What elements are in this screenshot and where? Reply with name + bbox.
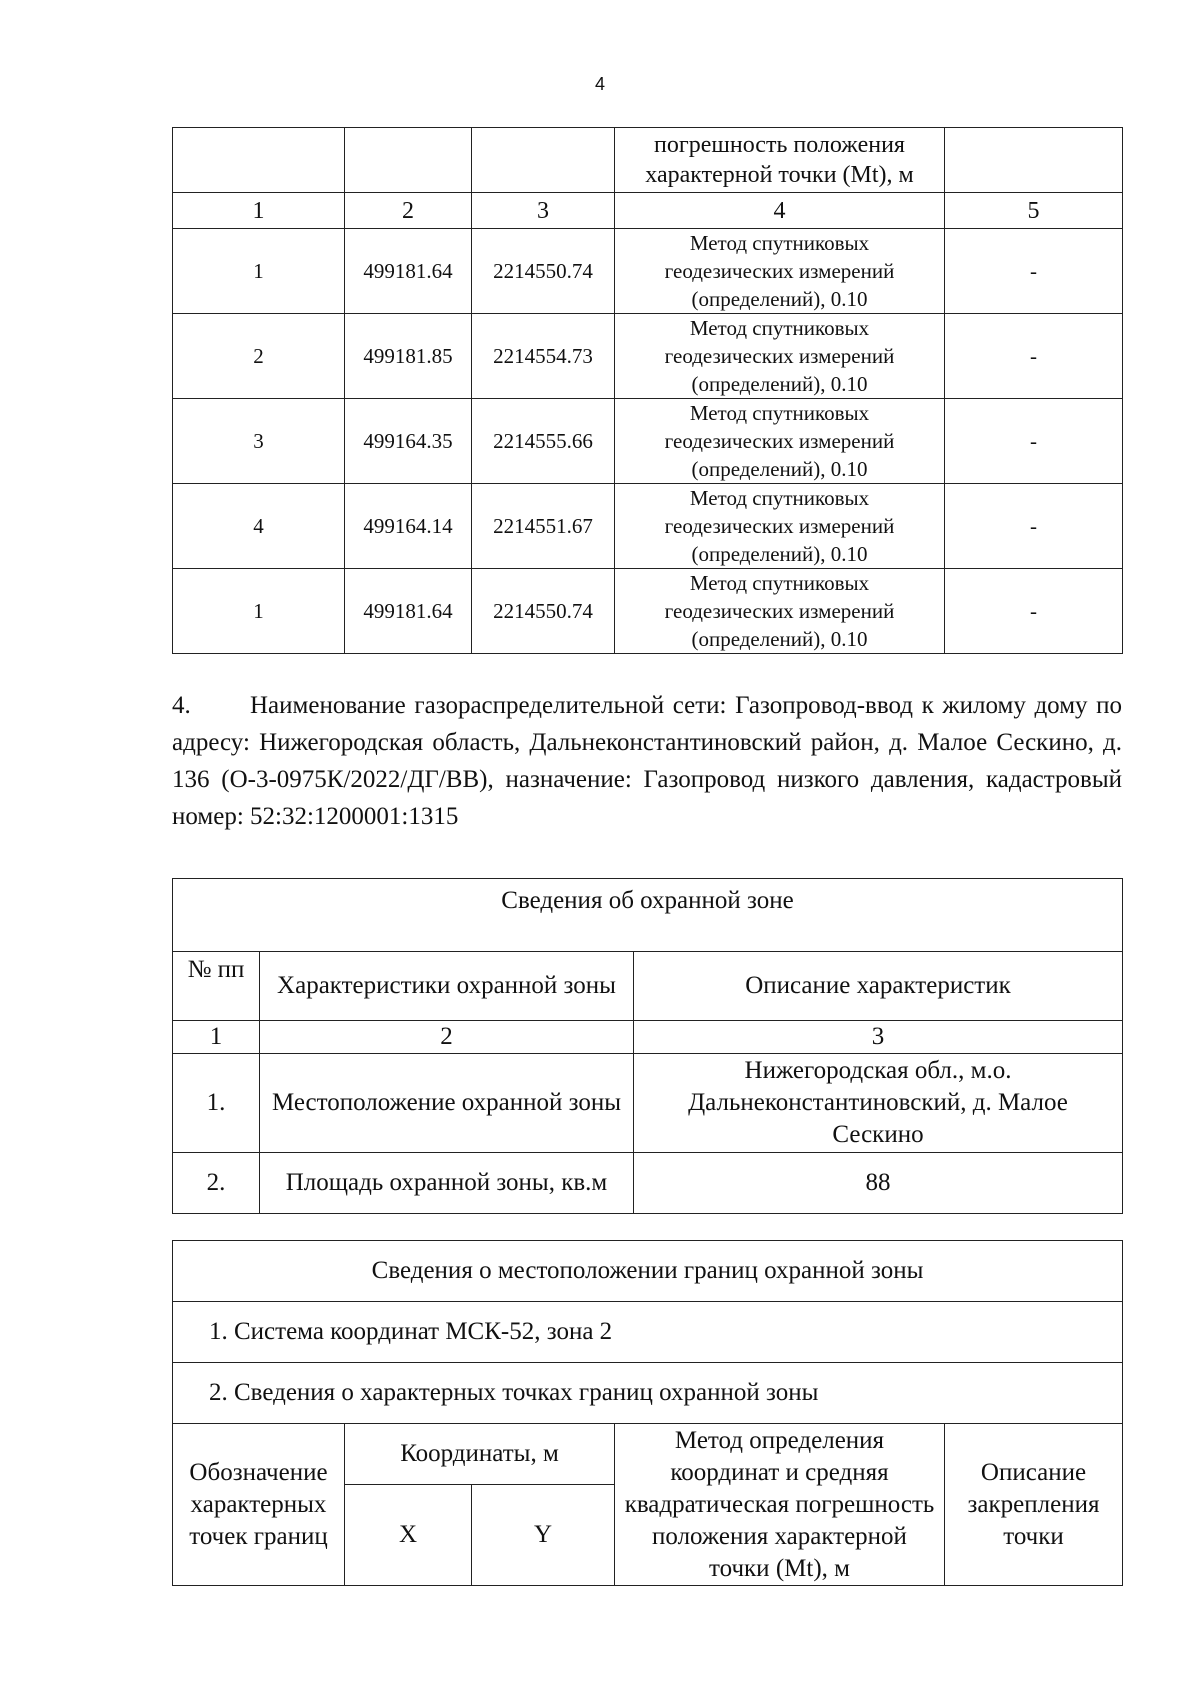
characteristic-value: 88 (634, 1153, 1123, 1214)
point-id: 4 (173, 484, 345, 569)
method-line: геодезических измерений (664, 259, 895, 283)
header-cell: Описание характеристик (634, 952, 1123, 1021)
method-line: (определений), 0.10 (691, 627, 868, 651)
column-number: 2 (345, 193, 472, 229)
header-method: Метод определения координат и средняя квадратическая погрешность положения характерной точки (Mt), м (615, 1424, 945, 1586)
method-cell (615, 569, 945, 654)
coordinate-system: 1. Система координат МСК-52, зона 2 (173, 1302, 1123, 1363)
row-number: 2. (173, 1153, 260, 1214)
coordinate-system-row (173, 1302, 1123, 1363)
protection-zone-table (172, 878, 1123, 1214)
coord-y: 2214550.74 (472, 229, 615, 314)
table-row (173, 569, 1123, 654)
method-line: Метод спутниковых (689, 486, 870, 510)
column-number: 2 (260, 1021, 634, 1054)
method-line: (определений), 0.10 (691, 287, 868, 311)
table-header-row (173, 128, 1123, 193)
point-description: - (945, 484, 1123, 569)
method-line: геодезических измерений (664, 344, 895, 368)
header-description: Описание закрепления точки (945, 1424, 1123, 1586)
column-number: 3 (472, 193, 615, 229)
table-title: Сведения о местоположении границ охранной зоны (173, 1241, 1123, 1302)
table-title-row (173, 879, 1123, 952)
method-line: (определений), 0.10 (691, 542, 868, 566)
table-row (173, 314, 1123, 399)
method-cell (615, 484, 945, 569)
point-id: 3 (173, 399, 345, 484)
coord-y: 2214555.66 (472, 399, 615, 484)
column-number: 1 (173, 193, 345, 229)
table-title-row (173, 1241, 1123, 1302)
points-info: 2. Сведения о характерных точках границ охранной зоны (173, 1363, 1123, 1424)
method-cell (615, 229, 945, 314)
coord-y: 2214551.67 (472, 484, 615, 569)
point-description: - (945, 399, 1123, 484)
characteristic-value: Нижегородская обл., м.о. Дальнеконстантиновский, д. Малое Сескино (634, 1054, 1123, 1153)
method-line: Метод спутниковых (689, 231, 870, 255)
point-id: 1 (173, 229, 345, 314)
table-row (173, 229, 1123, 314)
column-number: 3 (634, 1021, 1123, 1054)
coord-x: 499181.64 (345, 229, 472, 314)
coord-x: 499164.35 (345, 399, 472, 484)
section-4-paragraph (172, 687, 1122, 835)
characteristic-name: Площадь охранной зоны, кв.м (260, 1153, 634, 1214)
header-x: X (345, 1485, 472, 1586)
header-cell (472, 128, 615, 193)
table-row (173, 399, 1123, 484)
coord-x: 499164.14 (345, 484, 472, 569)
table-header-row (173, 1424, 1123, 1485)
method-line: геодезических измерений (664, 429, 895, 453)
row-number: 1. (173, 1054, 260, 1153)
points-info-row (173, 1363, 1123, 1424)
method-line: (определений), 0.10 (691, 457, 868, 481)
column-number-row (173, 1021, 1123, 1054)
table-row (173, 1054, 1123, 1153)
header-coordinates: Координаты, м (345, 1424, 615, 1485)
coord-x: 499181.85 (345, 314, 472, 399)
section-text: Наименование газораспределительной сети: Газопровод-ввод к жилому дому по адресу: Нижегородская область, Дальнеконстантиновский район, д. Малое Сескино, д. 136 (О-3-0975К/2022/ДГ/ВВ), назначение: Газопровод низкого давления, кадастровый номер: 52:32:1200001:1315 (172, 692, 1122, 830)
point-description: - (945, 229, 1123, 314)
method-cell (615, 314, 945, 399)
column-number-row (173, 193, 1123, 229)
method-line: геодезических измерений (664, 514, 895, 538)
header-method-continuation: погрешность положения характерной точки (Mt), м (615, 128, 945, 193)
coordinates-table (172, 127, 1123, 654)
method-line: (определений), 0.10 (691, 372, 868, 396)
header-points: Обозначение характерных точек границ (173, 1424, 345, 1586)
coord-x: 499181.64 (345, 569, 472, 654)
column-number: 1 (173, 1021, 260, 1054)
header-cell: № пп (173, 952, 260, 1021)
table-header-row (173, 952, 1123, 1021)
table-row (173, 1153, 1123, 1214)
method-line: Метод спутниковых (689, 316, 870, 340)
header-cell (345, 128, 472, 193)
column-number: 5 (945, 193, 1123, 229)
coord-y: 2214554.73 (472, 314, 615, 399)
point-id: 1 (173, 569, 345, 654)
point-description: - (945, 314, 1123, 399)
header-cell: Характеристики охранной зоны (260, 952, 634, 1021)
boundary-location-table (172, 1240, 1123, 1586)
point-id: 2 (173, 314, 345, 399)
table-row (173, 484, 1123, 569)
header-y: Y (472, 1485, 615, 1586)
table-title: Сведения об охранной зоне (173, 879, 1123, 952)
coord-y: 2214550.74 (472, 569, 615, 654)
section-number: 4. (172, 692, 191, 719)
method-cell (615, 399, 945, 484)
column-number: 4 (615, 193, 945, 229)
header-cell (945, 128, 1123, 193)
page-number: 4 (594, 74, 605, 94)
header-cell (173, 128, 345, 193)
point-description: - (945, 569, 1123, 654)
method-line: Метод спутниковых (689, 571, 870, 595)
characteristic-name: Местоположение охранной зоны (260, 1054, 634, 1153)
method-line: геодезических измерений (664, 599, 895, 623)
method-line: Метод спутниковых (689, 401, 870, 425)
